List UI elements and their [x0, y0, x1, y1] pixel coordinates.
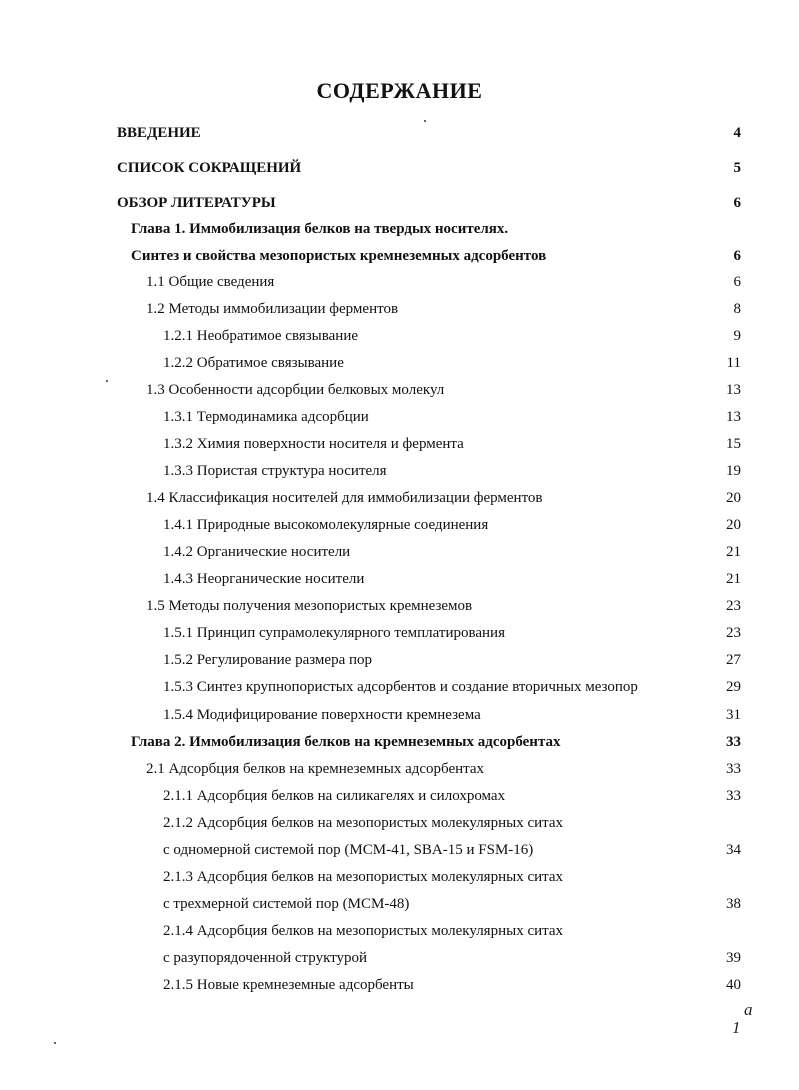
toc-entry-label: 2.1.4 Адсорбция белков на мезопористых молекулярных ситах	[163, 923, 564, 939]
toc-entry	[0, 324, 799, 348]
toc-entry-label: 1.5.3 Синтез крупнопористых адсорбентов и создание вторичных мезопор	[163, 679, 638, 695]
toc-entry	[0, 351, 799, 375]
toc-entry	[0, 621, 799, 645]
toc-entry	[0, 784, 799, 808]
toc-entry	[0, 648, 799, 672]
toc-entry-label: 1.3 Особенности адсорбции белковых молекул	[146, 382, 445, 398]
toc-entry	[0, 405, 799, 429]
toc-entry	[0, 191, 799, 215]
toc-entry-page: 27	[726, 652, 741, 668]
toc-entry-page: 15	[726, 436, 741, 452]
toc-entry	[0, 838, 799, 862]
toc-entry	[0, 244, 799, 268]
toc-entry-label: 2.1.5 Новые кремнеземные адсорбенты	[163, 977, 414, 993]
toc-entry-page: 20	[726, 490, 741, 506]
toc-entry	[0, 567, 799, 591]
toc-entry-label: 1.5.4 Модифицирование поверхности кремнезема	[163, 707, 481, 723]
toc-entry-page: 40	[726, 977, 741, 993]
toc-entry-page: 31	[726, 707, 741, 723]
toc-entry-page: 33	[726, 734, 741, 750]
toc-entry-page: 4	[733, 125, 741, 141]
toc-entry-label: 1.4 Классификация носителей для иммобилизации ферментов	[146, 490, 543, 506]
toc-entry-page: 23	[726, 625, 741, 641]
toc-entry	[0, 811, 799, 835]
toc-entry-label: 1.5.1 Принцип супрамолекулярного темплатирования	[163, 625, 505, 641]
toc-entry-page: 6	[733, 195, 741, 211]
scan-speck	[54, 1042, 56, 1044]
toc-entry-label: 1.4.1 Природные высокомолекулярные соединения	[163, 517, 489, 533]
toc-entry-label: 1.4.3 Неорганические носители	[163, 571, 365, 587]
toc-entry	[0, 594, 799, 618]
toc-entry-page: 6	[733, 274, 741, 290]
toc-entry-label: с трехмерной системой пор (МСМ-48)	[163, 896, 410, 912]
toc-entry	[0, 513, 799, 537]
toc-entry	[0, 973, 799, 997]
toc-entry-page: 29	[726, 679, 741, 695]
toc-entry-page: 33	[726, 788, 741, 804]
toc-entry	[0, 486, 799, 510]
toc-entry	[0, 270, 799, 294]
toc-entry	[0, 156, 799, 180]
toc-entry	[0, 865, 799, 889]
toc-entry-label: 2.1.3 Адсорбция белков на мезопористых молекулярных ситах	[163, 869, 564, 885]
toc-entry-label: Глава 1. Иммобилизация белков на твердых носителях.	[131, 221, 509, 237]
toc-entry-label: 1.2 Методы иммобилизации ферментов	[146, 301, 399, 317]
toc-entry	[0, 297, 799, 321]
toc-entry-label: 1.4.2 Органические носители	[163, 544, 351, 560]
toc-entry-label: 2.1 Адсорбция белков на кремнеземных адсорбентах	[146, 761, 485, 777]
toc-entry	[0, 703, 799, 727]
toc-entry-page: 38	[726, 896, 741, 912]
toc-entry-page: 21	[726, 571, 741, 587]
toc-entry-page: 8	[733, 301, 741, 317]
toc-entry-page: 6	[733, 248, 741, 264]
toc-entry-label: 1.2.1 Необратимое связывание	[163, 328, 359, 344]
toc-entry	[0, 378, 799, 402]
toc-entry-page: 21	[726, 544, 741, 560]
toc-entry-page: 23	[726, 598, 741, 614]
toc-entry-page: 5	[733, 160, 741, 176]
toc-entry-label: 1.3.2 Химия поверхности носителя и фермента	[163, 436, 464, 452]
toc-entry-label: 1.5.2 Регулирование размера пор	[163, 652, 373, 668]
toc-entry	[0, 217, 799, 241]
toc-entry-label: СПИСОК СОКРАЩЕНИЙ	[117, 160, 302, 176]
toc-entry-label: Глава 2. Иммобилизация белков на кремнеземных адсорбентах	[131, 734, 561, 750]
toc-entry-label: с одномерной системой пор (MCM-41, SBA-15 и FSM-16)	[163, 842, 534, 858]
toc-entry-page: 13	[726, 409, 741, 425]
toc-entry	[0, 459, 799, 483]
page-title: СОДЕРЖАНИЕ	[316, 78, 483, 103]
toc-entry-page: 9	[733, 328, 741, 344]
toc-entry	[0, 675, 799, 699]
toc-entry-label: ВВЕДЕНИЕ	[117, 125, 201, 141]
toc-entry	[0, 121, 799, 145]
toc-entry-page: 33	[726, 761, 741, 777]
toc-entry	[0, 892, 799, 916]
toc-entry-page: 19	[726, 463, 741, 479]
toc-entry-label: 1.2.2 Обратимое связывание	[163, 355, 344, 371]
toc-entry-label: 1.3.3 Пористая структура носителя	[163, 463, 387, 479]
toc-entry-label: ОБЗОР ЛИТЕРАТУРЫ	[117, 195, 276, 211]
toc-entry-page: 13	[726, 382, 741, 398]
toc-entry-label: 1.1 Общие сведения	[146, 274, 275, 290]
toc-entry-label: 1.3.1 Термодинамика адсорбции	[163, 409, 369, 425]
toc-entry-label: с разупорядоченной структурой	[163, 950, 368, 966]
scan-speck	[424, 120, 426, 122]
toc-entry	[0, 730, 799, 754]
toc-entry-label: Синтез и свойства мезопористых кремнеземных адсорбентов	[131, 248, 547, 264]
toc-entry-page: 34	[726, 842, 741, 858]
toc-entry-page: 11	[726, 355, 741, 371]
handwritten-letter: а	[744, 1000, 753, 1019]
toc-entry	[0, 757, 799, 781]
toc-entry-label: 2.1.1 Адсорбция белков на силикагелях и силохромах	[163, 788, 506, 804]
toc-entry-label: 2.1.2 Адсорбция белков на мезопористых молекулярных ситах	[163, 815, 564, 831]
toc-entry-page: 20	[726, 517, 741, 533]
toc-entry	[0, 946, 799, 970]
toc-entry-label: 1.5 Методы получения мезопористых кремнеземов	[146, 598, 473, 614]
scan-speck	[106, 380, 108, 382]
toc-entry-page: 39	[726, 950, 741, 966]
handwritten-page-number: 1	[732, 1018, 741, 1037]
toc-entry	[0, 540, 799, 564]
toc-entry	[0, 919, 799, 943]
toc-entry	[0, 432, 799, 456]
